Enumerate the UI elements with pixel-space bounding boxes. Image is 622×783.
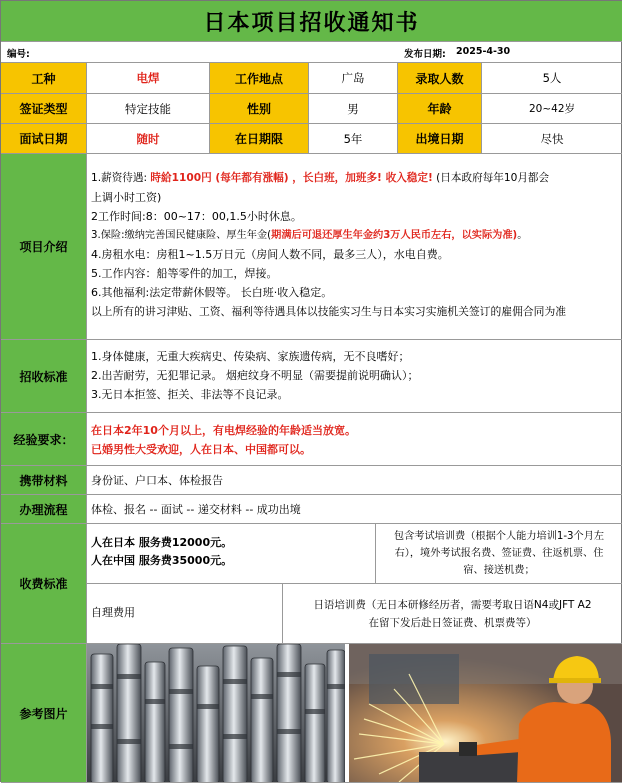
intro-line-4a: 3.保险:缴纳完善国民健康险、厚生年金( bbox=[91, 230, 272, 241]
fees-includes bbox=[376, 524, 622, 584]
visa-label: 签证类型 bbox=[1, 94, 87, 124]
requirement-2: 2.出苦耐劳，无犯罪记录。 烟疤纹身不明显（需要提前说明确认）； bbox=[91, 369, 419, 382]
date-label: 发布日期: bbox=[404, 49, 446, 60]
photos-label: 参考图片 bbox=[1, 644, 87, 783]
fees-self-pay bbox=[87, 584, 283, 644]
self-pay-label: 自理费用 bbox=[91, 606, 135, 619]
headcount-label: 录取人数 bbox=[398, 63, 482, 94]
number-label: 编号: bbox=[7, 49, 30, 60]
fee-china: 人在中国 服务费35000元。 bbox=[91, 554, 233, 567]
materials-label: 携带材料 bbox=[1, 466, 87, 495]
intro-line-7: 6.其他福利:法定带薪休假等。 长白班·收入稳定。 bbox=[91, 286, 333, 299]
fees-service bbox=[87, 524, 376, 584]
requirements-content bbox=[87, 340, 622, 413]
visa-value: 特定技能 bbox=[87, 94, 210, 124]
process-value: 体检、报名 -- 面试 -- 递交材料 -- 成功出境 bbox=[91, 503, 301, 516]
location-label: 工作地点 bbox=[210, 63, 309, 94]
self-pay-line-2: 在留下发后赴日签证费、机票费等） bbox=[368, 617, 537, 629]
age-label: 年龄 bbox=[398, 94, 482, 124]
fees-label: 收费标准 bbox=[1, 524, 87, 644]
fee-japan: 人在日本 服务费12000元。 bbox=[91, 536, 233, 549]
intro-line-1b: 時給1100円 (每年都有涨幅) ，长白班，加班多! 收入稳定! bbox=[150, 172, 433, 184]
photos-area bbox=[87, 644, 622, 783]
period-value: 5年 bbox=[309, 124, 398, 154]
intro-label: 项目介绍 bbox=[1, 154, 87, 340]
intro-line-3: 2工作时间:8：00~17：00,1.5小时休息。 bbox=[91, 210, 302, 223]
interview-value: 随时 bbox=[87, 124, 210, 154]
type-label: 工种 bbox=[1, 63, 87, 94]
fee-includes-line-3: 宿、接送机费； bbox=[463, 565, 535, 576]
welder-worker-photo bbox=[349, 644, 622, 783]
intro-content bbox=[87, 154, 622, 340]
metal-parts-photo bbox=[87, 644, 345, 783]
intro-line-1a: 1.薪资待遇: bbox=[91, 172, 151, 184]
experience-label: 经验要求： bbox=[1, 413, 87, 466]
meta-row bbox=[1, 42, 622, 63]
gender-value: 男 bbox=[309, 94, 398, 124]
period-label: 在日期限 bbox=[210, 124, 309, 154]
location-value: 广岛 bbox=[309, 63, 398, 94]
gender-label: 性别 bbox=[210, 94, 309, 124]
experience-line-1: 在日本2年10个月以上，有电焊经验的年龄适当放宽。 bbox=[91, 424, 356, 437]
departure-label: 出境日期 bbox=[398, 124, 482, 154]
process-label: 办理流程 bbox=[1, 495, 87, 524]
departure-value: 尽快 bbox=[482, 124, 622, 154]
headcount-value: 5人 bbox=[482, 63, 622, 94]
fee-includes-line-1: 包含考试培训费（根据个人能力培训1-3个月左 bbox=[393, 531, 605, 542]
requirement-3: 3.无日本拒签、拒关、非法等不良记录。 bbox=[91, 388, 289, 401]
intro-line-6: 5.工作内容：船等零件的加工，焊接。 bbox=[91, 267, 278, 280]
requirements-label: 招收标准 bbox=[1, 340, 87, 413]
requirement-1: 1.身体健康，无重大疾病史、传染病、家族遗传病，无不良嗜好； bbox=[91, 350, 410, 363]
experience-line-2: 已婚男性大受欢迎，人在日本、中国都可以。 bbox=[91, 443, 311, 456]
intro-line-5: 4.房租水电：房租1~1.5万日元（房间人数不同，最多三人），水电自费。 bbox=[91, 248, 449, 261]
intro-line-4c: 。 bbox=[517, 230, 528, 241]
intro-line-1c: (日本政府每年10月都会 bbox=[432, 172, 550, 184]
page-title: 日本项目招收通知书 bbox=[203, 10, 420, 36]
intro-line-2: 上调小时工资) bbox=[91, 191, 162, 204]
materials-content bbox=[87, 466, 622, 495]
intro-line-4b: 期满后可退还厚生年金约3万人民币左右，以实际为准) bbox=[271, 230, 518, 241]
title-bar bbox=[1, 1, 622, 42]
process-content bbox=[87, 495, 622, 524]
experience-content bbox=[87, 413, 622, 466]
materials-value: 身份证、户口本、体检报告 bbox=[91, 474, 223, 487]
interview-label: 面试日期 bbox=[1, 124, 87, 154]
intro-line-8: 以上所有的讲习津贴、工资、福利等待遇具体以技能实习生与日本实习实施机关签订的雇佣合同为准 bbox=[91, 305, 567, 318]
self-pay-line-1: 日语培训费（无日本研修经历者，需要考取日语N4或JFT A2 bbox=[313, 599, 592, 611]
age-value: 20~42岁 bbox=[482, 94, 622, 124]
fees-self-pay-detail bbox=[283, 584, 622, 644]
type-value: 电焊 bbox=[87, 63, 210, 94]
date-value: 2025-4-30 bbox=[456, 46, 511, 57]
fee-includes-line-2: 右），境外考试报名费、签证费、往返机票、住 bbox=[394, 548, 604, 559]
